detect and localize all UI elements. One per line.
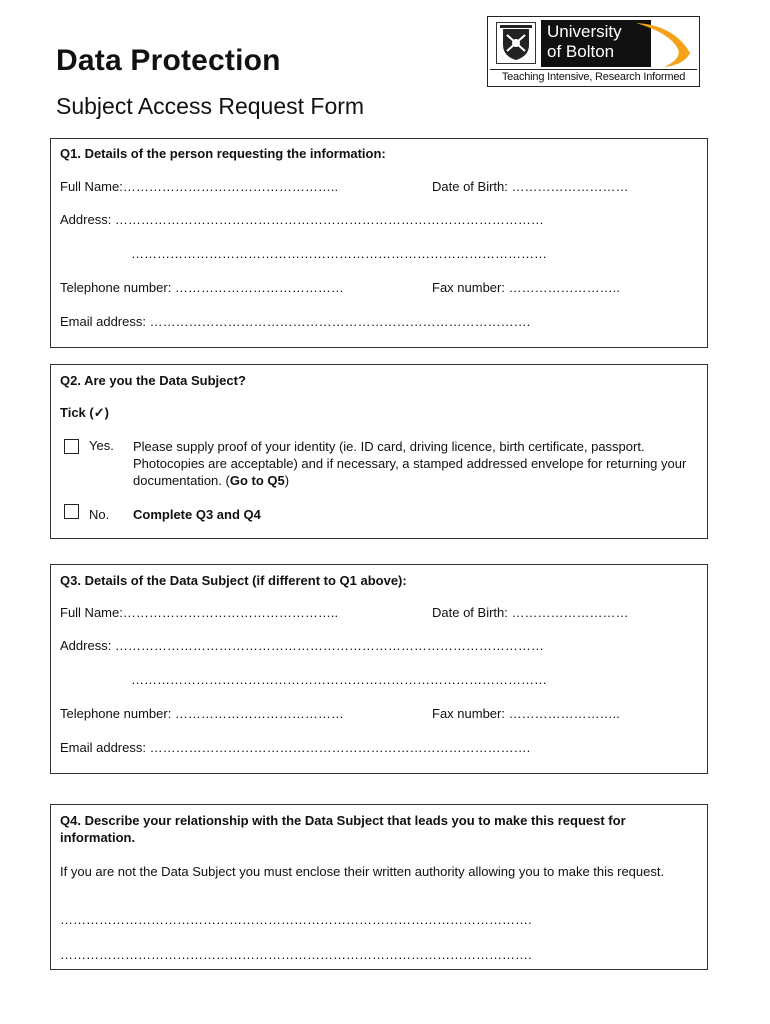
q4-answer-line2-field[interactable]: ………………………………………………………………………………………………. [60, 947, 532, 962]
q1-address-line2-field[interactable]: …………………………………………………………………………………… [131, 246, 547, 261]
q1-address-field[interactable]: Address: ……………………………………………………………………………………… [60, 212, 544, 227]
yes-instructions-end: ) [284, 473, 290, 488]
q4-heading: Q4. Describe your relationship with the Data Subject that leads you to make this request for information. [60, 813, 626, 845]
q3-dob-field[interactable]: Date of Birth: ……………………… [432, 605, 629, 620]
q1-email-field[interactable]: Email address: ……………………………………………………………………………. [60, 314, 531, 329]
q2-heading: Q2. Are you the Data Subject? [60, 373, 246, 388]
q4-answer-line1-field[interactable]: ………………………………………………………………………………………………. [60, 912, 532, 927]
go-to-q5: Go to Q5 [229, 473, 285, 488]
q3-heading: Q3. Details of the Data Subject (if different to Q1 above): [60, 573, 407, 588]
q1-telephone-field[interactable]: Telephone number: ………………………………… [60, 280, 344, 295]
yes-instructions-text: Please supply proof of your identity (ie. ID card, driving licence, birth certificate, passport. Photocopies are acceptable) and if necessary, a stamped addressed envelope for returning your documentation. ( [133, 439, 687, 488]
q3-address-field[interactable]: Address: ……………………………………………………………………………………… [60, 638, 544, 653]
q4-instructions: If you are not the Data Subject you must enclose their written authority allowing you to make this request. [60, 864, 665, 879]
yes-instructions [133, 438, 693, 489]
page-subtitle: Subject Access Request Form [56, 93, 365, 119]
q3-section [50, 564, 708, 774]
q2-tick-label: Tick (✓) [60, 405, 109, 420]
q1-full-name-field[interactable]: Full Name:………………………………………….. [60, 179, 339, 194]
no-checkbox[interactable] [64, 504, 79, 519]
q4-section [50, 804, 708, 970]
logo-tagline: Teaching Intensive, Research Informed [490, 69, 697, 86]
q1-fax-field[interactable]: Fax number: …………………….. [432, 280, 620, 295]
yes-label: Yes. [89, 438, 114, 453]
q3-telephone-field[interactable]: Telephone number: ………………………………… [60, 706, 344, 721]
yes-checkbox[interactable] [64, 439, 79, 454]
page-title: Data Protection [56, 44, 281, 77]
university-logo [487, 16, 700, 87]
q3-full-name-field[interactable]: Full Name:………………………………………….. [60, 605, 339, 620]
swoosh-icon [634, 19, 694, 74]
q3-fax-field[interactable]: Fax number: …………………….. [432, 706, 620, 721]
logo-name-line1: University [547, 22, 622, 41]
q3-email-field[interactable]: Email address: ……………………………………………………………………………. [60, 740, 531, 755]
q1-heading: Q1. Details of the person requesting the information: [60, 146, 386, 161]
q1-dob-field[interactable]: Date of Birth: ……………………… [432, 179, 629, 194]
no-instructions: Complete Q3 and Q4 [133, 507, 261, 522]
q2-section [50, 364, 708, 539]
no-label: No. [89, 507, 110, 522]
q3-address-line2-field[interactable]: …………………………………………………………………………………… [131, 672, 547, 687]
q1-section [50, 138, 708, 348]
crest-icon [496, 22, 536, 64]
logo-name-line2: of Bolton [547, 42, 615, 61]
